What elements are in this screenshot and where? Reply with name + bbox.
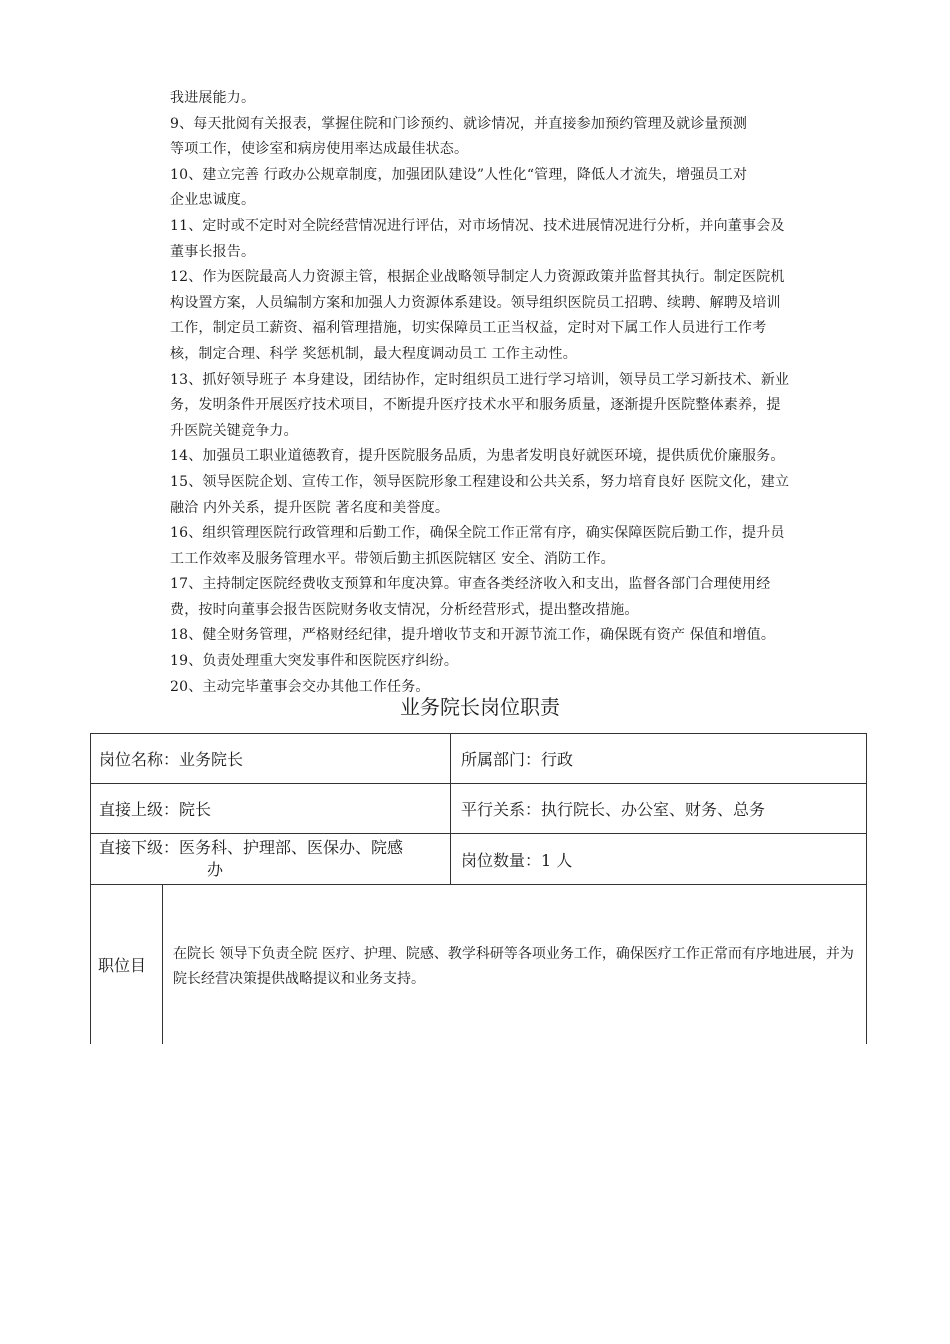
paragraph-line: 工工作效率及服务管理水平。带领后勤主抓医院辖区 安全、消防工作。 xyxy=(170,550,615,567)
table-row xyxy=(90,833,867,884)
page-title: 业务院长岗位职责 xyxy=(400,695,560,719)
paragraph-line: 10、建立完善 行政办公规章制度，加强团队建设”人性化“管理，降低人才流失，增强员工对 xyxy=(170,166,748,183)
paragraph-line: 20、主动完毕董事会交办其他工作任务。 xyxy=(170,678,430,695)
table-row xyxy=(90,783,867,833)
paragraph-line: 12、作为医院最高人力资源主管，根据企业战略领导制定人力资源政策并监督其执行。制定医院机 xyxy=(170,269,785,286)
paragraph-line: 16、组织管理医院行政管理和后勤工作，确保全院工作正常有序，确实保障医院后勤工作，提升员 xyxy=(170,525,785,542)
purpose-label-cell: 职位目 xyxy=(91,885,163,1044)
paragraph-line: 费，按时向董事会报告医院财务收支情况，分析经营形式，提出整改措施。 xyxy=(170,601,639,618)
paragraph-line: 核，制定合理、科学 奖惩机制，最大程度调动员工 工作主动性。 xyxy=(170,345,577,362)
subordinate-cell xyxy=(91,834,451,884)
paragraph-line: 务，发明条件开展医疗技术项目，不断提升医疗技术水平和服务质量，逐渐提升医院整体素养，提 xyxy=(170,397,781,414)
paragraph-line: 我进展能力。 xyxy=(170,90,256,106)
paragraph-line: 工作，制定员工薪资、福利管理措施，切实保障员工正当权益，定时对下属工作人员进行工作考 xyxy=(170,320,767,337)
paragraph-line: 升医院关键竞争力。 xyxy=(170,422,298,439)
superior-cell: 直接上级：院长 xyxy=(91,784,451,833)
purpose-text-cell: 在院长 领导下负责全院 医疗、护理、院感、教学科研等各项业务工作，确保医疗工作正常而有序地进展，并为院长经营决策提供战略提议和业务支持。 xyxy=(173,946,854,987)
paragraph-line: 11、定时或不定时对全院经营情况进行评估，对市场情况、技术进展情况进行分析，并向董事会及 xyxy=(170,217,785,234)
headcount-cell: 岗位数量：1 人 xyxy=(461,850,573,870)
subordinate-text-line1: 直接下级：医务科、护理部、医保办、院感 xyxy=(99,838,404,857)
paragraph-line: 18、健全财务管理，严格财经纪律，提升增收节支和开源节流工作，确保既有资产 保值和增值。 xyxy=(170,627,776,644)
paragraph-line: 等项工作，使诊室和病房使用率达成最佳状态。 xyxy=(170,141,469,158)
paragraph-line: 17、主持制定医院经费收支预算和年度决算。审查各类经济收入和支出，监督各部门合理使用经 xyxy=(170,576,771,593)
paragraph-line: 19、负责处理重大突发事件和医院医疗纠纷。 xyxy=(170,653,459,670)
paragraph-line: 融洽 内外关系，提升医院 著名度和美誉度。 xyxy=(170,499,450,516)
paragraph-line: 15、领导医院企划、宣传工作，领导医院形象工程建设和公共关系，努力培育良好 医院文化，建立 xyxy=(170,473,790,490)
subordinate-text-line2: 办 xyxy=(207,860,224,879)
job-description-table xyxy=(90,733,867,1044)
paragraph-line: 董事长报告。 xyxy=(170,243,256,260)
paragraph-line: 企业忠诚度。 xyxy=(170,192,256,209)
paragraph-line: 构设置方案，人员编制方案和加强人力资源体系建设。领导组织医院员工招聘、续聘、解聘及培训 xyxy=(170,294,781,311)
position-name-cell: 岗位名称：业务院长 xyxy=(91,734,451,783)
department-cell: 所属部门：行政 xyxy=(461,750,574,769)
paragraph-line: 13、抓好领导班子 本身建设，团结协作，定时组织员工进行学习培训，领导员工学习新技术、新业 xyxy=(170,371,790,388)
duties-text xyxy=(170,86,870,700)
table-row xyxy=(90,733,867,783)
parallel-relations-cell: 平行关系：执行院长、办公室、财务、总务 xyxy=(461,800,766,819)
table-row xyxy=(90,884,867,1044)
paragraph-line: 14、加强员工职业道德教育，提升医院服务品质，为患者发明良好就医环境，提供质优价廉服务。 xyxy=(170,448,785,465)
paragraph-line: 9、每天批阅有关报表，掌握住院和门诊预约、就诊情况，并直接参加预约管理及就诊量预测 xyxy=(170,115,748,132)
